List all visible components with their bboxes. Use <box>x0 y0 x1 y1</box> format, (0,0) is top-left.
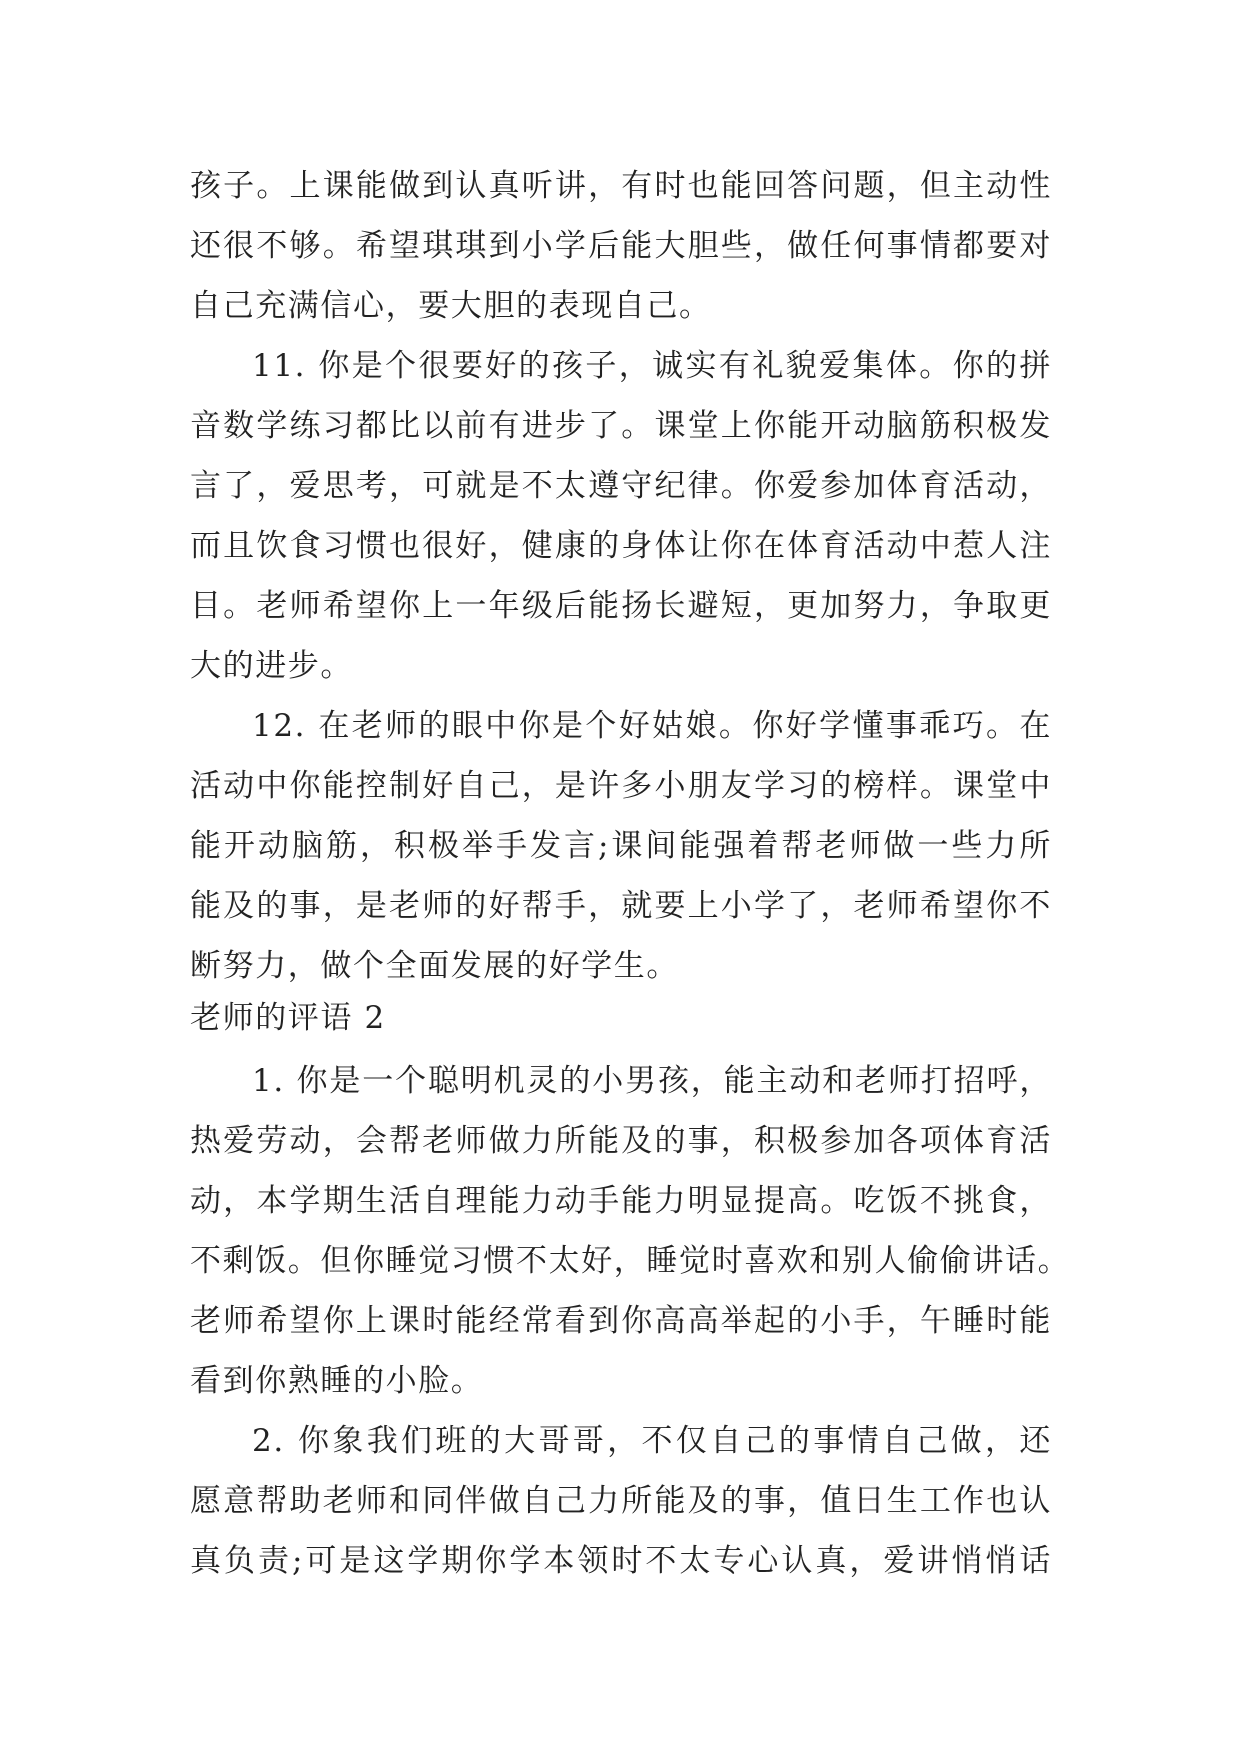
paragraph-2-first-line: 2. 你象我们班的大哥哥，不仅自己的事情自己做，还 <box>252 1423 1052 1459</box>
text-line: 真负责;可是这学期你学本领时不太专心认真，爱讲悄悄话 <box>190 1543 1052 1579</box>
text-line: 音数学练习都比以前有进步了。课堂上你能开动脑筋积极发 <box>190 408 1052 444</box>
paragraph-11-first-line: 11. 你是个很要好的孩子，诚实有礼貌爱集体。你的拼 <box>252 348 1052 384</box>
text-line: 活动中你能控制好自己，是许多小朋友学习的榜样。课堂中 <box>190 768 1052 804</box>
text-line: 断努力，做个全面发展的好学生。 <box>190 948 679 984</box>
paragraph-1-first-line: 1. 你是一个聪明机灵的小男孩，能主动和老师打招呼， <box>252 1063 1052 1099</box>
text-line: 大的进步。 <box>190 648 353 684</box>
text-line: 自己充满信心，要大胆的表现自己。 <box>190 288 712 324</box>
text-line: 能及的事，是老师的好帮手，就要上小学了，老师希望你不 <box>190 888 1052 924</box>
text-line: 言了，爱思考，可就是不太遵守纪律。你爱参加体育活动， <box>190 468 1052 504</box>
paragraph-12-first-line: 12. 在老师的眼中你是个好姑娘。你好学懂事乖巧。在 <box>252 708 1052 744</box>
text-line: 能开动脑筋，积极举手发言;课间能强着帮老师做一些力所 <box>190 828 1052 864</box>
text-line: 动，本学期生活自理能力动手能力明显提高。吃饭不挑食， <box>190 1183 1052 1219</box>
section-heading: 老师的评语 2 <box>190 1000 386 1036</box>
text-line: 热爱劳动，会帮老师做力所能及的事，积极参加各项体育活 <box>190 1123 1052 1159</box>
text-line: 孩子。上课能做到认真听讲，有时也能回答问题，但主动性 <box>190 168 1052 204</box>
text-line: 不剩饭。但你睡觉习惯不太好，睡觉时喜欢和别人偷偷讲话。 <box>190 1243 1071 1279</box>
text-line: 愿意帮助老师和同伴做自己力所能及的事，值日生工作也认 <box>190 1483 1052 1519</box>
text-line: 还很不够。希望琪琪到小学后能大胆些，做任何事情都要对 <box>190 228 1052 264</box>
text-line: 目。老师希望你上一年级后能扬长避短，更加努力，争取更 <box>190 588 1052 624</box>
text-line: 看到你熟睡的小脸。 <box>190 1363 484 1399</box>
text-line: 老师希望你上课时能经常看到你高高举起的小手，午睡时能 <box>190 1303 1052 1339</box>
text-line: 而且饮食习惯也很好，健康的身体让你在体育活动中惹人注 <box>190 528 1052 564</box>
